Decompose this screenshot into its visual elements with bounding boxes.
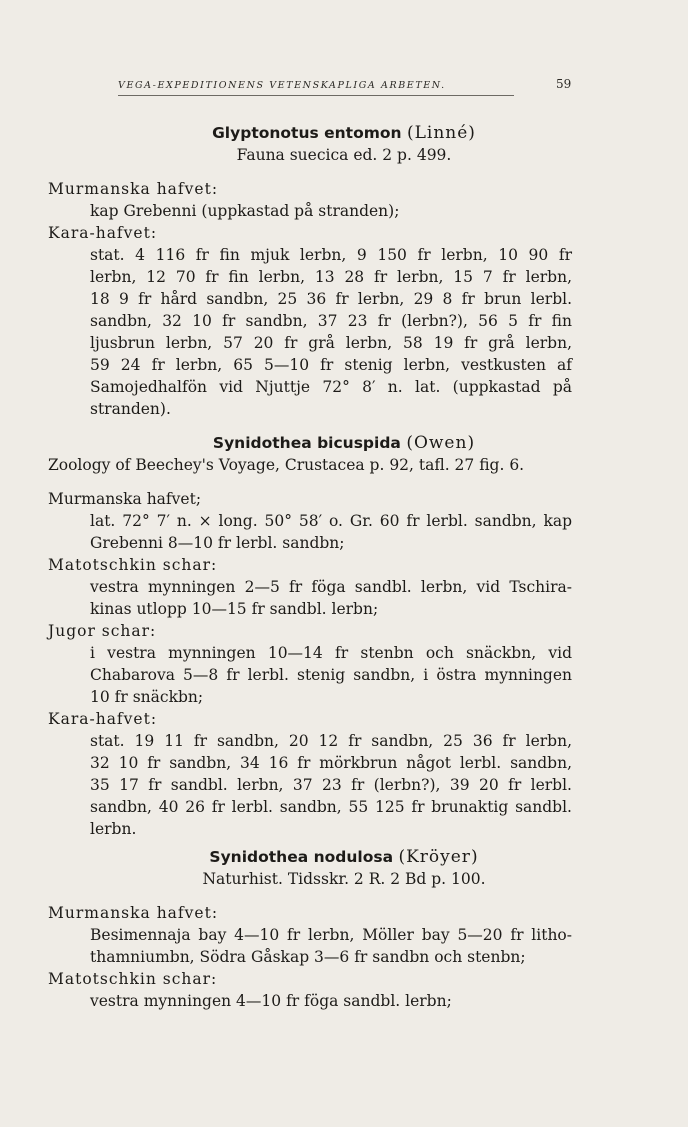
region-heading: Murmanska hafvet; (48, 490, 202, 508)
region-heading: Kara-hafvet: (48, 710, 158, 728)
region-heading: Murmanska hafvet: (48, 904, 219, 922)
locality-line: 18 9 fr hård sandbn, 25 36 fr lerbn, 29 8 fr brun lerbl. (90, 290, 572, 308)
section-title-glyptonotus (0, 122, 688, 144)
literature-reference: Zoology of Beechey's Voyage, Crustacea p. 92, tafl. 27 fig. 6. (48, 456, 525, 474)
locality-line: 10 fr snäckbn; (90, 688, 204, 706)
locality-line: ljusbrun lerbn, 57 20 fr grå lerbn, 58 19 fr grå lerbn, (90, 334, 572, 352)
locality-line: stat. 19 11 fr sandbn, 20 12 fr sandbn, 25 36 fr lerbn, (90, 732, 572, 750)
locality-line: kap Grebenni (uppkastad på stranden); (90, 202, 400, 220)
locality-line: sandbn, 32 10 fr sandbn, 37 23 fr (lerbn?), 56 5 fr fin (90, 312, 572, 330)
locality-line: 32 10 fr sandbn, 34 16 fr mörkbrun något lerbl. sandbn, (90, 754, 572, 772)
species-name: Synidothea nodulosa (209, 848, 394, 866)
section-title-synidothea-bicuspida (0, 432, 688, 454)
region-heading: Kara-hafvet: (48, 224, 158, 242)
locality-line: Besimennaja bay 4—10 fr lerbn, Möller bay 5—20 fr litho- (90, 926, 572, 944)
literature-reference: Fauna suecica ed. 2 p. 499. (236, 146, 452, 164)
locality-line: sandbn, 40 26 fr lerbl. sandbn, 55 125 fr brunaktig sandbl. (90, 798, 572, 816)
header-rule (118, 95, 514, 96)
locality-line: lat. 72° 7′ n. × long. 50° 58′ o. Gr. 60 fr lerbl. sandbn, kap (90, 512, 572, 530)
locality-line: vestra mynningen 4—10 fr föga sandbl. lerbn; (90, 992, 452, 1010)
running-head: VEGA-EXPEDITIONENS VETENSKAPLIGA ARBETEN. (118, 80, 446, 91)
species-name: Synidothea bicuspida (212, 434, 401, 452)
locality-line: kinas utlopp 10—15 fr sandbl. lerbn; (90, 600, 379, 618)
region-heading: Murmanska hafvet: (48, 180, 219, 198)
literature-reference: Naturhist. Tidsskr. 2 R. 2 Bd p. 100. (202, 870, 486, 888)
species-author: (Kröyer) (398, 847, 479, 867)
locality-line: 59 24 fr lerbn, 65 5—10 fr stenig lerbn, vestkusten af (90, 356, 572, 374)
locality-line: 35 17 fr sandbl. lerbn, 37 23 fr (lerbn?), 39 20 fr lerbl. (90, 776, 572, 794)
page-number: 59 (556, 77, 572, 91)
species-name: Glyptonotus entomon (212, 124, 402, 142)
section-title-synidothea-nodulosa (0, 846, 688, 868)
region-heading: Matotschkin schar: (48, 556, 218, 574)
locality-line: stranden). (90, 400, 171, 418)
locality-line: lerbn. (90, 820, 137, 838)
locality-line: stat. 4 116 fr fin mjuk lerbn, 9 150 fr lerbn, 10 90 fr (90, 246, 572, 264)
locality-line: Chabarova 5—8 fr lerbl. stenig sandbn, i östra mynningen (90, 666, 572, 684)
locality-line: vestra mynningen 2—5 fr föga sandbl. lerbn, vid Tschira- (90, 578, 572, 596)
region-heading: Jugor schar: (48, 622, 157, 640)
species-author: (Linné) (406, 123, 476, 143)
locality-line: lerbn, 12 70 fr fin lerbn, 13 28 fr lerbn, 15 7 fr lerbn, (90, 268, 572, 286)
locality-line: thamniumbn, Södra Gåskap 3—6 fr sandbn och stenbn; (90, 948, 526, 966)
locality-line: Samojedhalfön vid Njuttje 72° 8′ n. lat. (uppkastad på (90, 378, 572, 396)
locality-line: i vestra mynningen 10—14 fr stenbn och snäckbn, vid (90, 644, 572, 662)
species-author: (Owen) (406, 433, 476, 453)
region-heading: Matotschkin schar: (48, 970, 218, 988)
locality-line: Grebenni 8—10 fr lerbl. sandbn; (90, 534, 345, 552)
